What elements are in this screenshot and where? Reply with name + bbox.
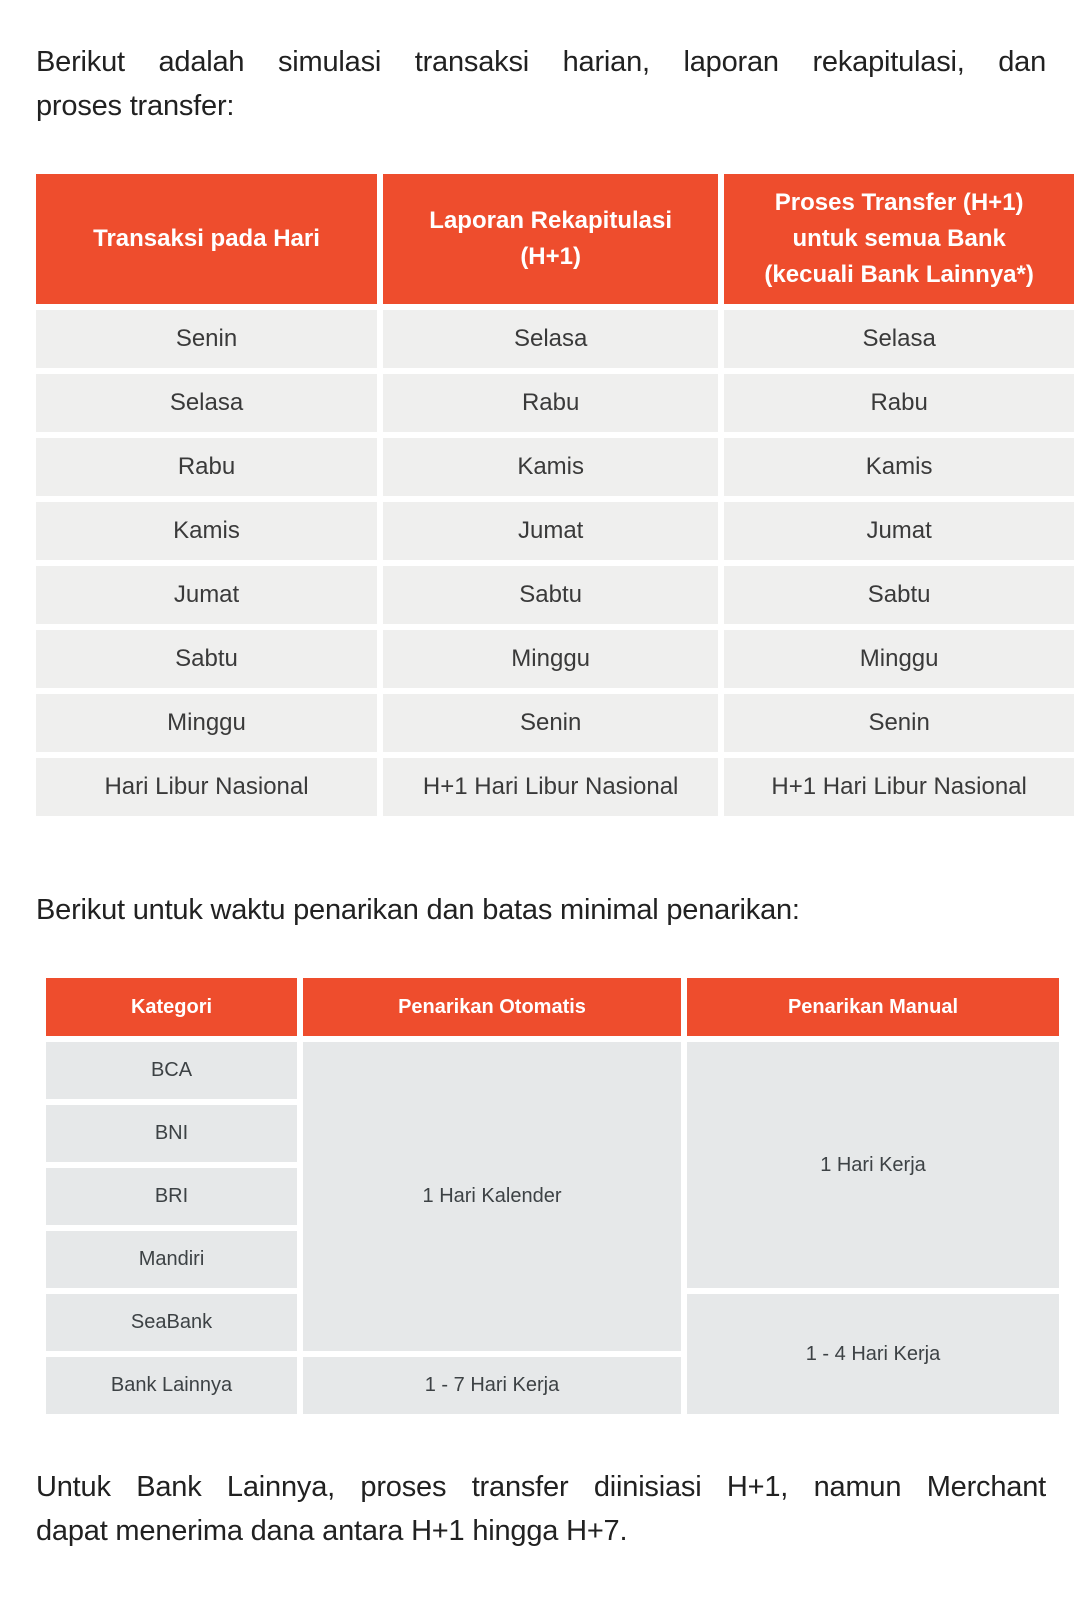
- table-row: [36, 758, 1074, 816]
- table-cell: Sabtu: [724, 566, 1074, 624]
- table-cell-manual-merged-top: 1 Hari Kerja: [687, 1042, 1059, 1288]
- paragraph-line: Untuk Bank Lainnya, proses transfer diinisiasi H+1, namun Merchant: [36, 1471, 1046, 1503]
- table-cell: Minggu: [36, 694, 377, 752]
- table-cell: Sabtu: [36, 630, 377, 688]
- paragraph-line: Berikut adalah simulasi transaksi harian, laporan rekapitulasi, dan: [36, 46, 1046, 78]
- table-cell: Kamis: [36, 502, 377, 560]
- table-cell: Senin: [383, 694, 718, 752]
- table-cell: Jumat: [383, 502, 718, 560]
- table-cell: Hari Libur Nasional: [36, 758, 377, 816]
- table-cell: Rabu: [383, 374, 718, 432]
- table-cell-otomatis-bank-lainnya: 1 - 7 Hari Kerja: [303, 1357, 681, 1414]
- column-header-penarikan-manual: Penarikan Manual: [687, 978, 1059, 1036]
- transaction-table-header-row: [36, 174, 1074, 304]
- withdrawal-intro-paragraph: [36, 888, 1046, 932]
- table-cell-category: BNI: [46, 1105, 297, 1162]
- table-cell: H+1 Hari Libur Nasional: [383, 758, 718, 816]
- paragraph-line: Berikut untuk waktu penarikan dan batas minimal penarikan:: [36, 894, 800, 926]
- table-row: [36, 566, 1074, 624]
- table-cell: Selasa: [383, 310, 718, 368]
- header-line: untuk semua Bank: [792, 225, 1006, 252]
- column-header-laporan: [383, 174, 718, 304]
- column-header-transfer: [724, 174, 1074, 304]
- paragraph-line: dapat menerima dana antara H+1 hingga H+7.: [36, 1515, 628, 1547]
- table-cell: H+1 Hari Libur Nasional: [724, 758, 1074, 816]
- table-cell: Rabu: [36, 438, 377, 496]
- withdrawal-table-header-row: [46, 978, 1059, 1036]
- intro-paragraph: [36, 40, 1046, 128]
- table-cell: Minggu: [724, 630, 1074, 688]
- table-row: [36, 694, 1074, 752]
- table-cell-category: BCA: [46, 1042, 297, 1099]
- header-line: Proses Transfer (H+1): [774, 189, 1024, 216]
- table-cell: Jumat: [36, 566, 377, 624]
- table-cell: Senin: [724, 694, 1074, 752]
- transaction-table: [30, 168, 1080, 822]
- table-cell: Selasa: [724, 310, 1074, 368]
- table-row: [46, 1042, 1059, 1099]
- footer-paragraph: [36, 1465, 1046, 1553]
- table-cell-manual-merged-bottom: 1 - 4 Hari Kerja: [687, 1294, 1059, 1414]
- table-cell: Sabtu: [383, 566, 718, 624]
- header-line: (H+1): [520, 243, 581, 270]
- table-row: [36, 374, 1074, 432]
- header-line: (kecuali Bank Lainnya*): [764, 261, 1034, 288]
- table-cell: Kamis: [724, 438, 1074, 496]
- table-cell-otomatis-merged: 1 Hari Kalender: [303, 1042, 681, 1351]
- table-cell-category: BRI: [46, 1168, 297, 1225]
- column-header-transaksi: Transaksi pada Hari: [36, 174, 377, 304]
- table-cell-category: Bank Lainnya: [46, 1357, 297, 1414]
- column-header-penarikan-otomatis: Penarikan Otomatis: [303, 978, 681, 1036]
- page: [0, 40, 1080, 1553]
- column-header-kategori: Kategori: [46, 978, 297, 1036]
- table-row: [36, 630, 1074, 688]
- table-cell: Kamis: [383, 438, 718, 496]
- table-cell: Jumat: [724, 502, 1074, 560]
- table-cell-category: Mandiri: [46, 1231, 297, 1288]
- header-line: Laporan Rekapitulasi: [429, 207, 673, 234]
- table-cell: Selasa: [36, 374, 377, 432]
- paragraph-line: proses transfer:: [36, 90, 235, 122]
- table-row: [36, 438, 1074, 496]
- table-cell-category: SeaBank: [46, 1294, 297, 1351]
- table-cell: Rabu: [724, 374, 1074, 432]
- table-cell: Minggu: [383, 630, 718, 688]
- table-row: [36, 310, 1074, 368]
- withdrawal-table: [40, 972, 1065, 1420]
- table-row: [36, 502, 1074, 560]
- table-cell: Senin: [36, 310, 377, 368]
